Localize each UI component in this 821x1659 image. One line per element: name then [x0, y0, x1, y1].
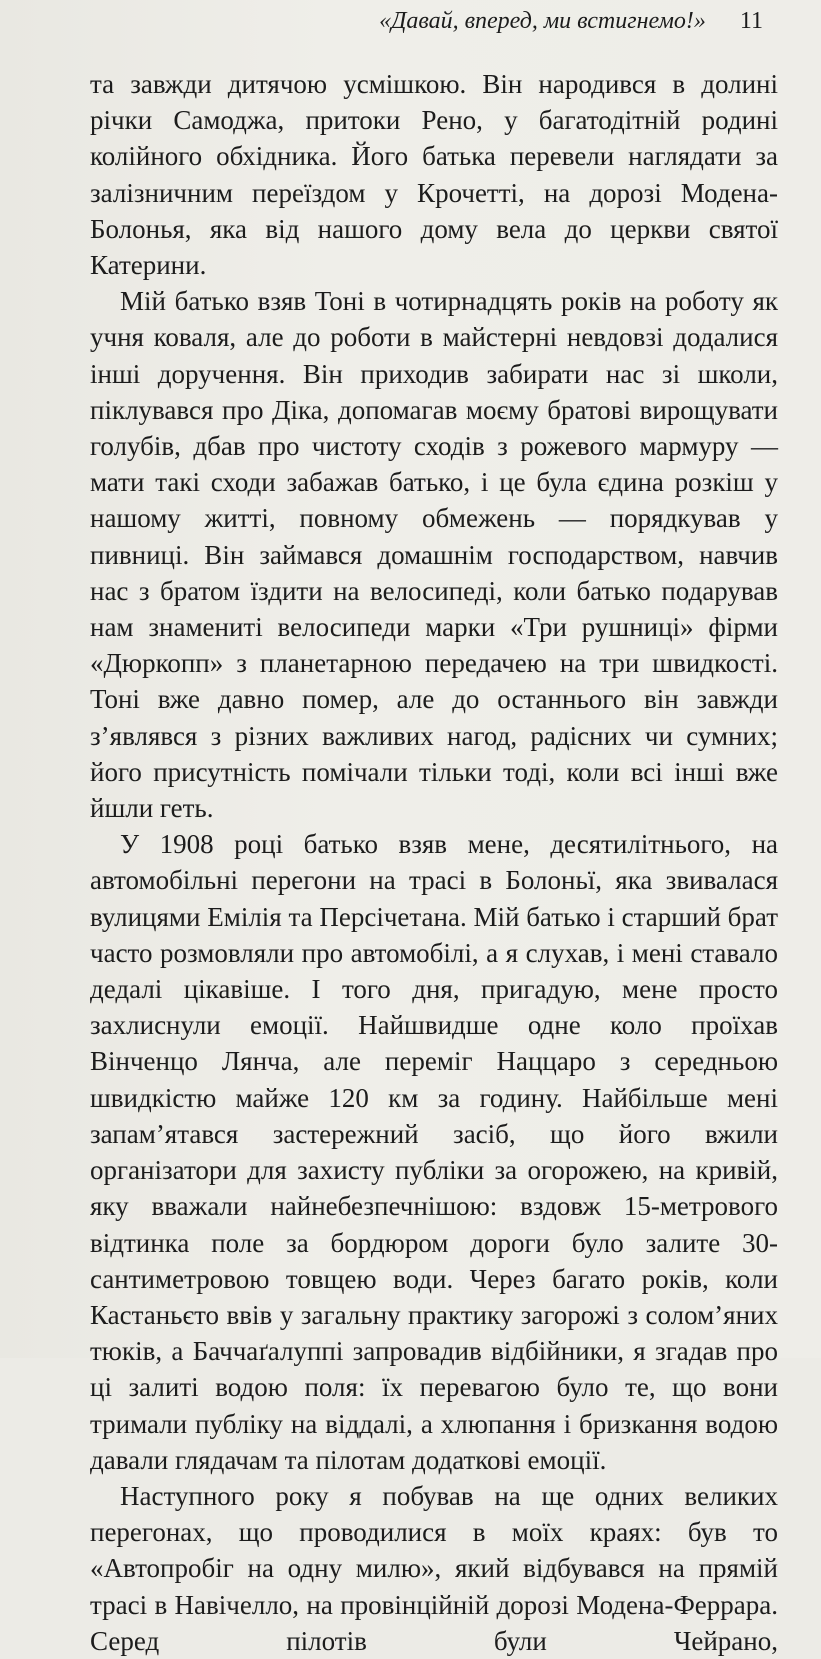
body-text [90, 66, 778, 1659]
running-header [379, 8, 763, 35]
paragraph-4: Наступного року я побував на ще одних великих перегонах, що проводилися в моїх краях: був то «Автопробіг на одну милю», який відбувався на прямій трасі в Навічелло, на провінційній дорозі Модена-Феррара. Серед пілотів були Чейрано, [90, 1480, 778, 1656]
paragraph-3: У 1908 році батько взяв мене, десятилітнього, на автомобільні перегони на трасі в Болоньї, яка звивалася вулицями Емілія та Персічетана. Мій батько і старший брат часто розмовляли про автомобілі, а я слухав, і мені ставало дедалі цікавіше. І того дня, пригадую, мене просто захлиснули емоції. Найшвидше одне коло проїхав Вінченцо Лянча, але переміг Наццаро з середньою швидкістю майже 120 км за годину. Найбільше мені запам’ятався застережний засіб, що його вжили організатори для захисту публіки за огорожею, на кривій, яку вважали найнебезпечнішою: вздовж 15-метрового відтинка поле за бордюром дороги було залите 30-сантиметровою товщею води. Через багато років, коли Кастаньєто ввів у загальну практику загорожі з солом’яних тюків, а Баччаґалуппі запровадив відбійники, я згадав про ці залиті водою поля: їх перевагою було те, що вони тримали публіку на віддалі, а хлюпання і бризкання водою давали глядачам та пілотам додаткові емоції. [90, 829, 778, 1475]
paragraph-2: Мій батько взяв Тоні в чотирнадцять років на роботу як учня коваля, але до роботи в майстерні невдовзі додалися інші доручення. Він приходив забирати нас зі школи, піклувався про Діка, допомагав моєму братові вирощувати голубів, дбав про чистоту сходів з рожевого мармуру — мати такі сходи забажав батько, і це була єдина розкіш у нашому житті, повному обмежень — порядкував у пивниці. Він займався домашнім господарством, навчив нас з братом їздити на велосипеді, коли батько подарував нам знамениті велосипеди марки «Три рушниці» фірми «Дюркопп» з планетарною передачею на три швидкості. Тоні вже давно помер, але до останнього він завжди з’являвся з різних важливих нагод, радісних чи сумних; його присутність помічали тільки тоді, коли всі інші вже йшли геть. [90, 286, 778, 824]
page-number: 11 [739, 8, 763, 34]
paragraph-1: та завжди дитячою усмішкою. Він народився в долині річки Самоджа, притоки Рено, у багатодітній родині колійного обхідника. Його батька перевели наглядати за залізничним переїздом у Крочетті, на дорозі Модена-Болонья, яка від нашого дому вела до церкви святої Катерини. [90, 69, 778, 281]
running-title: «Давай, вперед, ми встигнемо!» [379, 8, 706, 34]
